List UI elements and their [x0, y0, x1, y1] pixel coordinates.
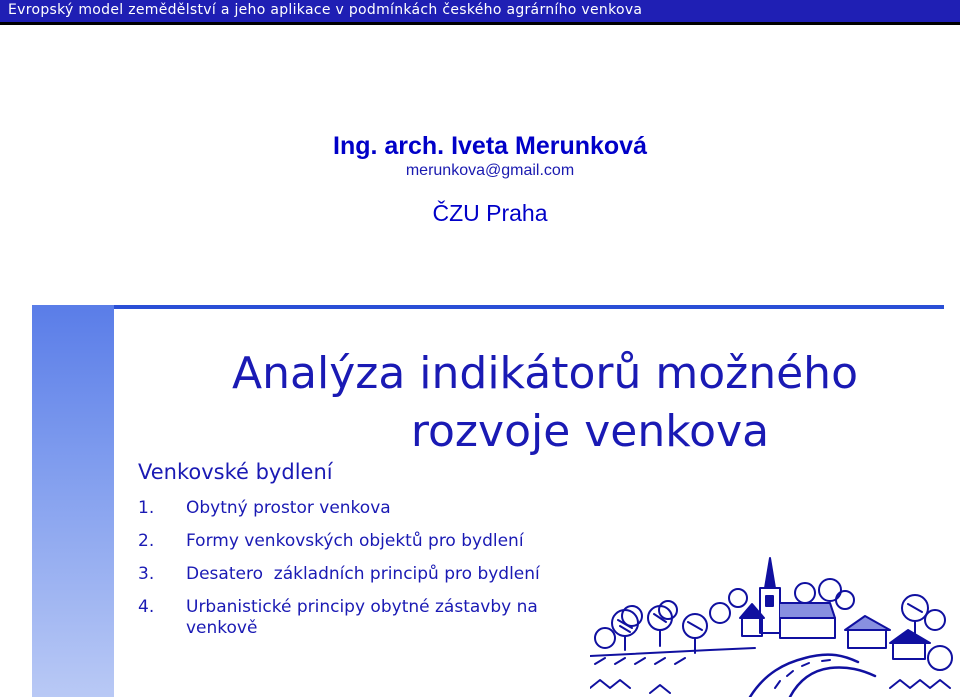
slide-title-line2: rozvoje venkova	[410, 406, 770, 457]
list-item-text: Obytný prostor venkova	[186, 498, 391, 518]
author-institution: ČZU Praha	[432, 200, 548, 226]
list-item-text: Formy venkovských objektů pro bydlení	[186, 531, 524, 551]
list-item-number: 1.	[138, 498, 155, 518]
list-item	[138, 531, 608, 552]
list-item-number: 2.	[138, 531, 155, 551]
header-bar	[0, 0, 960, 25]
slide-title-line1: Analýza indikátorů možného	[232, 348, 858, 399]
village-sketch-icon	[590, 538, 960, 697]
list-item-text: Desatero základních principů pro bydlení	[186, 564, 540, 584]
list-item	[138, 597, 608, 639]
header-title: Evropský model zemědělství a jeho aplikace v podmínkách českého agrárního venkova	[8, 2, 643, 18]
author-email: merunkova@gmail.com	[405, 162, 575, 179]
list-item	[138, 498, 608, 519]
side-band-decoration	[32, 305, 114, 697]
list-item-number: 4.	[138, 597, 155, 617]
title-rule	[114, 305, 944, 309]
list-item-text: Urbanistické principy obytné zástavby na venkově	[186, 597, 538, 638]
list-item-number: 3.	[138, 564, 155, 584]
author-name: Ing. arch. Iveta Merunková	[333, 132, 647, 160]
slide-title	[120, 345, 960, 461]
list-item	[138, 564, 608, 585]
agenda-list	[138, 498, 608, 651]
section-title: Venkovské bydlení	[138, 460, 333, 484]
